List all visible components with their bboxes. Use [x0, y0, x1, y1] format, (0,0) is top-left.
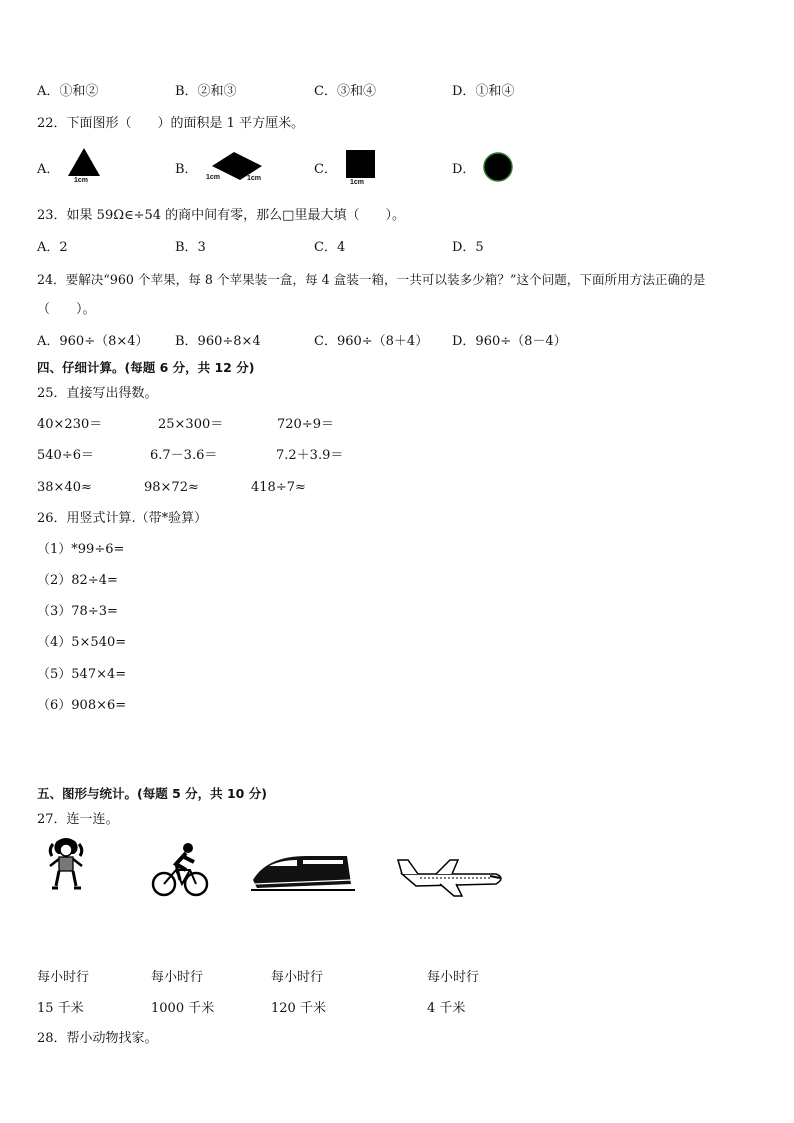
q25-cell: 38×40≈: [37, 480, 92, 495]
q22-label-c: C．: [314, 162, 337, 177]
q23-option-b: B．3: [175, 240, 206, 255]
rhombus-caption-right: 1cm: [247, 175, 262, 182]
q23-option-a: A．2: [37, 240, 68, 255]
square-caption: 1cm: [350, 179, 365, 186]
speed-value: 15 千米: [37, 1001, 84, 1016]
q22-question: 22．下面图形（ ）的面积是 1 平方厘米。: [37, 116, 305, 131]
speed-label: 每小时行: [427, 970, 480, 985]
q26-question: 26．用竖式计算.（带*验算）: [37, 511, 208, 526]
square-figure: [346, 150, 376, 180]
q24-question-line2: （ ）。: [37, 302, 96, 317]
q26-item: （2）82÷4=: [37, 573, 118, 588]
q23-question: 23．如果 59Ω∈÷54 的商中间有零，那么□里最大填（ ）。: [37, 208, 405, 223]
q24-option-a: A．960÷（8×4）: [37, 334, 149, 349]
section5-title: 五、图形与统计。(每题 5 分，共 10 分): [37, 786, 267, 801]
circle-figure: [482, 151, 514, 183]
q25-cell: 40×230＝: [37, 417, 103, 432]
q21-option-b: B．②和③: [175, 84, 237, 99]
q24-option-c: C．960÷（8＋4）: [314, 334, 429, 349]
q25-cell: 25×300＝: [158, 417, 224, 432]
airplane-image: [396, 856, 508, 900]
q26-item: （1）*99÷6=: [37, 542, 125, 557]
triangle-caption: 1cm: [74, 177, 89, 184]
q26-item: （5）547×4=: [37, 667, 127, 682]
q26-item: （3）78÷3=: [37, 604, 118, 619]
q21-option-a: A．①和②: [37, 84, 99, 99]
q25-cell: 98×72≈: [144, 480, 199, 495]
q22-label-b: B．: [175, 162, 198, 177]
q25-cell: 6.7－3.6＝: [150, 448, 218, 463]
q24-option-b: B．960÷8×4: [175, 334, 261, 349]
speed-label: 每小时行: [37, 970, 90, 985]
cyclist-image: [150, 840, 210, 900]
q27-question: 27．连一连。: [37, 812, 119, 827]
q22-label-d: D．: [452, 162, 476, 177]
speed-value: 120 千米: [271, 1001, 326, 1016]
q26-item: （4）5×540=: [37, 635, 127, 650]
q22-label-a: A．: [37, 162, 60, 177]
rhombus-caption-left: 1cm: [206, 174, 221, 181]
speed-label: 每小时行: [271, 970, 324, 985]
train-image: [247, 850, 359, 898]
q21-option-c: C．③和④: [314, 84, 376, 99]
q25-question: 25．直接写出得数。: [37, 386, 158, 401]
q25-cell: 7.2＋3.9＝: [276, 448, 344, 463]
q24-option-d: D．960÷（8－4）: [452, 334, 567, 349]
speed-value: 1000 千米: [151, 1001, 215, 1016]
speed-label: 每小时行: [151, 970, 204, 985]
q28-question: 28．帮小动物找家。: [37, 1031, 158, 1046]
q25-cell: 418÷7≈: [251, 480, 306, 495]
q21-option-d: D．①和④: [452, 84, 515, 99]
q25-cell: 540÷6＝: [37, 448, 94, 463]
q23-option-c: C．4: [314, 240, 346, 255]
walking-person-image: [44, 836, 88, 896]
q26-item: （6）908×6=: [37, 698, 127, 713]
q23-option-d: D．5: [452, 240, 484, 255]
section4-title: 四、仔细计算。(每题 6 分，共 12 分): [37, 360, 255, 375]
speed-value: 4 千米: [427, 1001, 466, 1016]
q25-cell: 720÷9＝: [277, 417, 334, 432]
q24-question-line1: 24．要解决“960 个苹果，每 8 个苹果装一盒，每 4 盒装一箱，一共可以装多少箱？”这个问题，下面所用方法正确的是: [37, 272, 706, 287]
